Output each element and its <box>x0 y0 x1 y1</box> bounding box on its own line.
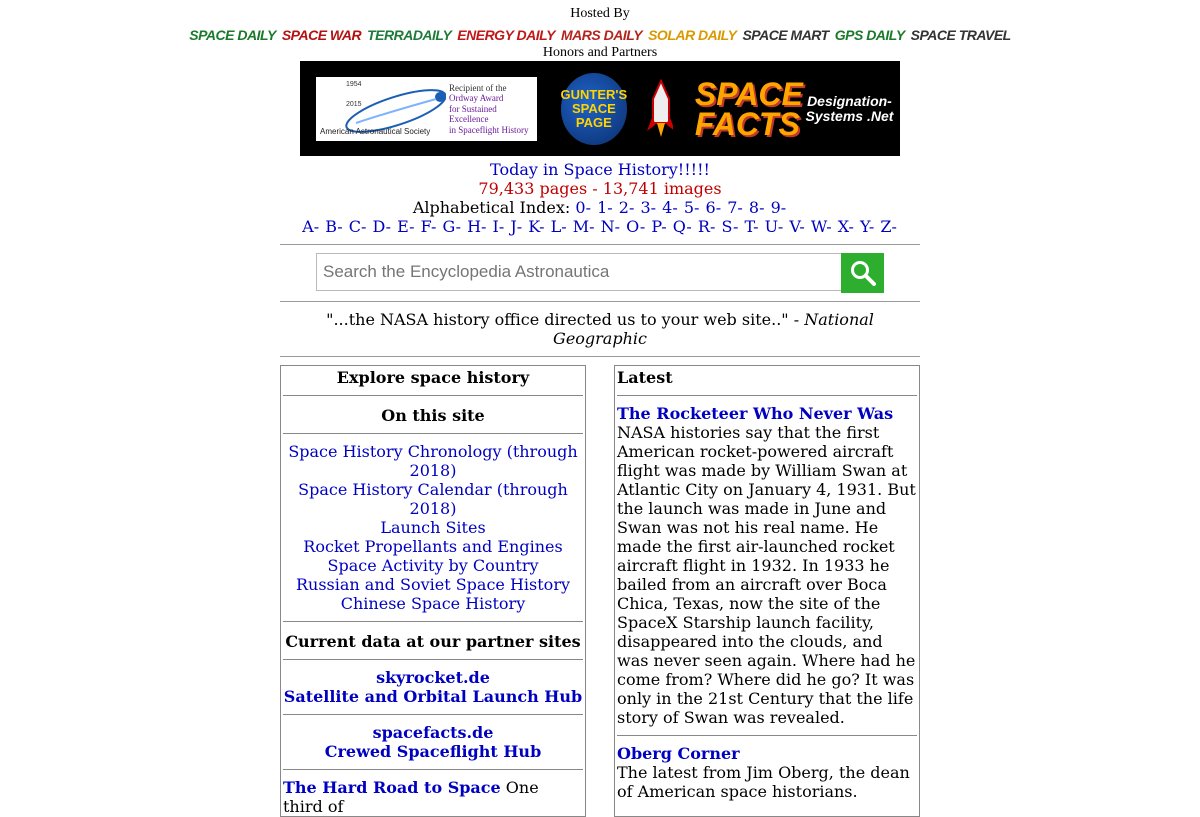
alpha-index-digit[interactable]: 6- <box>705 198 722 217</box>
host-logo-gps-daily[interactable]: GPS DAILY <box>834 27 905 43</box>
latest-panel <box>614 365 920 817</box>
partners-banner <box>300 61 900 156</box>
award-line4: in Spaceflight History <box>449 124 529 135</box>
alpha-index-digit[interactable]: 2- <box>618 198 635 217</box>
partner-site-link[interactable]: skyrocket.de <box>376 668 490 687</box>
host-logo-space-mart[interactable]: SPACE MART <box>742 27 829 43</box>
quote-source: National Geographic <box>553 310 874 348</box>
partner-sites-heading: Current data at our partner sites <box>285 632 581 651</box>
alpha-index-letter[interactable]: W- <box>810 217 832 236</box>
alpha-index-letter[interactable]: Q- <box>672 217 692 236</box>
divider <box>280 244 920 245</box>
alpha-index-digit[interactable]: 9- <box>770 198 787 217</box>
alpha-index-letter[interactable]: D- <box>372 217 392 236</box>
host-logo-solar-daily[interactable]: SOLAR DAILY <box>648 27 737 43</box>
alpha-index-letter[interactable]: O- <box>626 217 646 236</box>
alpha-index-digit[interactable]: 1- <box>597 198 613 217</box>
divider <box>617 735 917 736</box>
alpha-index-letter[interactable]: A- <box>302 217 320 236</box>
alpha-index-digit[interactable]: 5- <box>683 198 700 217</box>
site-link[interactable]: Space History Calendar (through 2018) <box>298 480 568 518</box>
latest-heading: Latest <box>617 368 673 387</box>
alpha-index-letter[interactable]: U- <box>764 217 784 236</box>
host-logo-space-war[interactable]: SPACE WAR <box>281 27 362 43</box>
alpha-index-letter[interactable]: H- <box>467 217 487 236</box>
alpha-index-digit[interactable]: 8- <box>748 198 765 217</box>
alpha-index-letter[interactable]: Y- <box>860 217 875 236</box>
designation-systems-logo[interactable]: Designation-Systems .Net <box>805 92 894 124</box>
site-link[interactable]: Launch Sites <box>380 518 486 537</box>
on-this-site-heading: On this site <box>381 406 485 425</box>
search-button[interactable] <box>841 253 884 293</box>
divider <box>283 714 583 715</box>
alpha-index-letter[interactable]: X- <box>837 217 854 236</box>
host-logo-terradaily[interactable]: TERRADAILY <box>367 27 452 43</box>
search-input[interactable] <box>316 253 841 291</box>
alpha-index-letter[interactable]: F- <box>420 217 437 236</box>
search-icon <box>850 260 876 286</box>
article-body: The latest from Jim Oberg, the dean of American space historians. <box>617 763 910 801</box>
explore-heading: Explore space history <box>336 368 530 387</box>
alpha-index-letter[interactable]: S- <box>721 217 739 236</box>
partner-block <box>283 668 583 706</box>
aas-orbit-icon <box>336 80 446 133</box>
alpha-index-letter[interactable]: I- <box>492 217 505 236</box>
page <box>189 0 1011 817</box>
host-logos <box>189 24 1011 46</box>
aas-society-name: American Astronautical Society <box>320 126 431 136</box>
partner-block <box>283 723 583 761</box>
today-in-space-history-link[interactable]: Today in Space History!!!!! <box>490 160 710 179</box>
divider <box>283 769 583 770</box>
alpha-index-letter[interactable]: R- <box>697 217 716 236</box>
hard-road-link[interactable]: The Hard Road to Space <box>283 778 501 797</box>
site-links <box>283 442 583 613</box>
partner-links <box>283 668 583 770</box>
alpha-index-digit[interactable]: 4- <box>662 198 678 217</box>
hard-road-text: One third of <box>283 778 539 816</box>
site-link[interactable]: Space Activity by Country <box>327 556 539 575</box>
host-logo-energy-daily[interactable]: ENERGY DAILY <box>457 27 556 43</box>
alpha-index-letter[interactable]: Z- <box>880 217 897 236</box>
article-title-link[interactable]: Oberg Corner <box>617 744 740 763</box>
divider <box>280 301 920 302</box>
alpha-index-letter[interactable]: G- <box>442 217 461 236</box>
gunters-space-page-logo[interactable]: GUNTER'S SPACE PAGE <box>561 73 628 145</box>
host-logo-mars-daily[interactable]: MARS DAILY <box>561 27 643 43</box>
ordway-award-text <box>449 83 537 136</box>
alpha-index-letter[interactable]: V- <box>789 217 805 236</box>
article-body: NASA histories say that the first American rocket-powered aircraft flight was made by William Swan at Atlantic City on January 4, 1931. But the launch was made in June and Swan was not his real name. He made the first air-launched rocket aircraft flight in 1932. In 1933 he bailed from an aircraft over Boca Chica, Texas, now the site of the SpaceX Starship launch facility, disappeared into the clouds, and was never seen again. Where had he come from? Where did he go? It was only in the 21st Century that the life story of Swan was revealed. <box>617 423 916 727</box>
host-logo-space-travel[interactable]: SPACE TRAVEL <box>910 27 1011 43</box>
alpha-index-letter[interactable]: B- <box>325 217 343 236</box>
alpha-index-digit[interactable]: 3- <box>640 198 657 217</box>
site-link[interactable]: Space History Chronology (through 2018) <box>288 442 578 480</box>
divider <box>280 356 920 357</box>
explore-panel <box>280 365 586 817</box>
alpha-index-letter[interactable]: P- <box>651 217 667 236</box>
aas-year-start: 1954 <box>346 80 362 88</box>
alphabetical-index-digits <box>280 198 920 217</box>
alpha-index-letter[interactable]: C- <box>348 217 367 236</box>
alpha-index-letter[interactable]: K- <box>528 217 545 236</box>
site-link[interactable]: Rocket Propellants and Engines <box>303 537 563 556</box>
aas-year-end: 2015 <box>346 100 362 108</box>
alpha-index-letter[interactable]: L- <box>550 217 567 236</box>
honors-label: Honors and Partners <box>542 45 658 60</box>
alphabetical-index-letters <box>280 217 920 236</box>
hosted-by-label: Hosted By <box>570 6 630 21</box>
main-columns <box>280 365 920 817</box>
site-link[interactable]: Chinese Space History <box>340 594 526 613</box>
article-title-link[interactable]: The Rocketeer Who Never Was <box>617 404 894 423</box>
spacefacts-logo[interactable]: SPACE FACTS <box>694 75 803 142</box>
award-recipient: Recipient of the <box>449 82 507 93</box>
alpha-index-letter[interactable]: T- <box>744 217 759 236</box>
rocket-icon <box>647 79 673 139</box>
alpha-index-digit[interactable]: 7- <box>727 198 743 217</box>
latest-articles <box>617 404 917 801</box>
hard-road-item <box>283 778 583 816</box>
alpha-index-letter[interactable]: E- <box>397 217 415 236</box>
award-name: Ordway Award <box>449 93 504 103</box>
alpha-index-letter[interactable]: N- <box>600 217 621 236</box>
alpha-index-letter[interactable]: J- <box>510 217 523 236</box>
partner-desc-link[interactable]: Crewed Spaceflight Hub <box>324 742 542 761</box>
testimonial-quote <box>280 310 920 348</box>
partner-site-link[interactable]: spacefacts.de <box>372 723 494 742</box>
quote-text: "...the NASA history office directed us to your web site.." - <box>326 310 805 329</box>
alpha-index-letter[interactable]: M- <box>572 217 595 236</box>
alpha-index-label: Alphabetical Index: <box>412 198 571 217</box>
award-line3: for Sustained Excellence <box>449 103 497 124</box>
site-stats: 79,433 pages - 13,741 images <box>478 179 722 198</box>
search-bar <box>316 253 884 293</box>
host-logo-space-daily[interactable]: SPACE DAILY <box>189 27 276 43</box>
alpha-index-digit[interactable]: 0- <box>575 198 591 217</box>
partner-desc-link[interactable]: Satellite and Orbital Launch Hub <box>283 687 583 706</box>
site-link[interactable]: Russian and Soviet Space History <box>295 575 570 594</box>
aas-ordway-award[interactable] <box>316 77 537 141</box>
